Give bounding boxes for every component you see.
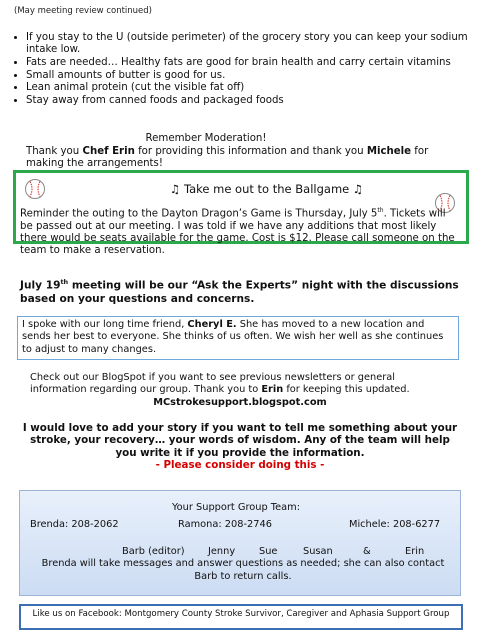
team-phone: Brenda: 208-2062 [30,519,119,530]
list-item: • Fats are needed… Healthy fats are good for brain health and carry certain vitamins [26,57,476,69]
team-note: Brenda will take messages and answer questions as needed; she can also contact Barb to return calls. [41,558,445,582]
cheryl-body: She has moved to a new location and sends her best to everyone. She thinks of us often. We wish her well as she continues to adjust to many changes. [22,319,444,355]
blog-link[interactable]: MCstrokesupport.blogspot.com [153,396,327,408]
list-item: • Stay away from canned foods and packaged foods [26,95,476,107]
blog-body: for keeping this updated. [283,384,410,396]
team-member: Erin [405,546,425,557]
chef-name: Chef Erin [82,145,135,157]
july-text: July 19 [20,279,61,292]
july-text: meeting will be our “Ask the Experts” night with the discussions based on your questions and concerns. [20,279,459,305]
list-item: • Small amounts of butter is good for us. [26,70,476,82]
continued-note: (May meeting review continued) [14,6,152,16]
ballgame-body: . Tickets will be passed out at our meeting. I was told if we have any additions that most likely there would be seats available for the game. Cost is $12. Please call someone on the team to make a reservation. [20,208,455,256]
baseball-icon [24,178,46,200]
team-member: Barb (editor) [122,546,185,557]
blog-text [30,372,450,397]
erin-name: Erin [261,384,284,396]
facebook-text[interactable]: Like us on Facebook: Montgomery County Stroke Survivor, Caregiver and Aphasia Support Group [32,609,450,619]
list-item: • If you stay to the U (outside perimeter) of the grocery story you can keep your sodium intake low. [26,32,476,56]
ballgame-title: ♫ Take me out to the Ballgame ♫ [170,182,364,196]
story-plea: - Please consider doing this - [155,459,325,472]
blog-paragraph [30,372,450,409]
ballgame-body: Reminder the outing to the Dayton Dragon’s Game is Thursday, July 5 [20,208,378,220]
team-member: Sue [259,546,278,557]
team-member: Susan [303,546,333,557]
blog-body: Check out our BlogSpot if you want to see previous newsletters or general information regarding our group. Thank you to [30,372,396,396]
ballgame-sup: th [377,207,384,214]
team-member: Jenny [208,546,236,557]
team-heading: Your Support Group Team: [172,502,301,513]
thanks-text: for making the arrangements! [26,145,429,170]
july-meeting [20,276,460,306]
cheryl-text [22,319,452,356]
story-text: I would love to add your story if you want to tell me something about your stroke, your recovery… your words of wisdom. Any of the team will help you write it if you provide the information. [22,422,458,459]
team-phone: Michele: 208-6277 [349,519,441,530]
july-sup: th [60,278,69,286]
thanks-text: for providing this information and thank you [134,145,367,157]
thanks-paragraph [26,133,466,171]
michele-name: Michele [366,145,412,157]
team-member: & [363,546,371,557]
list-item: • Lean animal protein (cut the visible fat off) [26,82,476,94]
ballgame-text [20,205,460,257]
thanks-line [26,146,466,171]
tips-list [8,32,476,108]
cheryl-body: I spoke with our long time friend, [22,319,188,330]
moderation-line: Remember Moderation! [145,133,267,144]
story-paragraph [20,422,460,472]
thanks-text: Thank you [26,145,83,157]
cheryl-name: Cheryl E. [187,319,237,330]
team-phone: Ramona: 208-2746 [178,519,272,530]
